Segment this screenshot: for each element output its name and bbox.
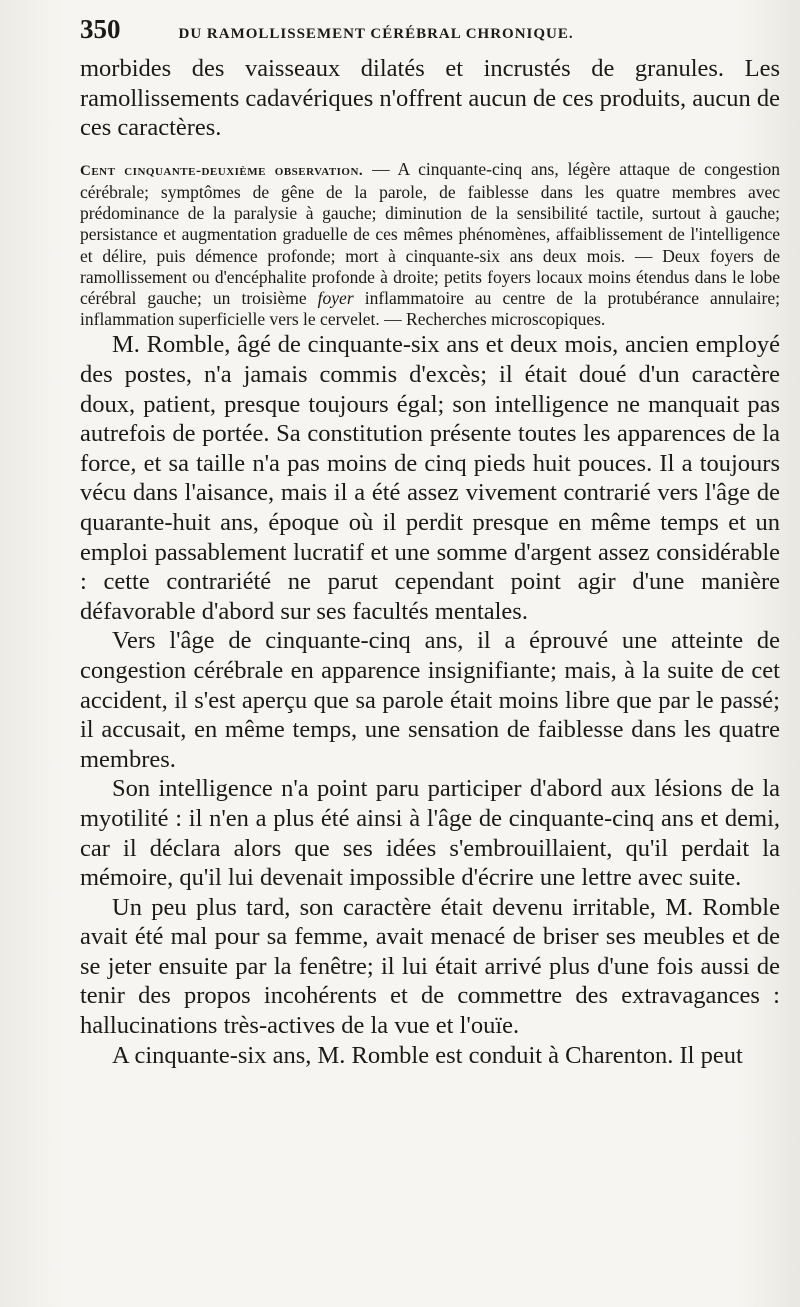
paragraph-2: Vers l'âge de cinquante-cinq ans, il a éprouvé une atteinte de congestion cérébrale en apparence insignifiante; mais, à la suite de cet accident, il s'est aperçu que sa parole était moins libre que par le passé; il accusait, en même temps, une sensation de faiblesse dans les quatre membres.	[80, 627, 780, 773]
paragraph-5: A cinquante-six ans, M. Romble est conduit à Charenton. Il peut	[112, 1041, 743, 1069]
observation-title: Cent cinquante-deuxième observation.	[80, 162, 364, 179]
page-number: 350	[80, 14, 121, 44]
observation-text-2: inflammatoire au centre de la protubérance annulaire; inflammation superficielle vers le cervelet. — Recherches microscopiques.	[80, 288, 780, 330]
paragraph-1: M. Romble, âgé de cinquante-six ans et deux mois, ancien employé des postes, n'a jamais commis d'excès; il était doué d'un caractère doux, patient, presque toujours égal; son intelligence ne manquait pas autrefois de portée. Sa constitution présente toutes les apparences de la force, et sa taille n'a pas moins de cinq pieds huit pouces. Il a toujours vécu dans l'aisance, mais il a été assez vivement contrarié vers l'âge de quarante-huit ans, époque où il perdit presque en même temps et un emploi passablement lucratif et une somme d'argent assez considérable : cette contrariété ne parut cependant point agir d'une manière défavorable d'abord sur ses facultés mentales.	[80, 331, 780, 625]
observation-summary	[80, 159, 780, 331]
paragraph-continuation: morbides des vaisseaux dilatés et incrustés de granules. Les ramollissements cadavériques n'offrent aucun de ces produits, aucun de ces caractères.	[80, 55, 780, 142]
page-header	[80, 14, 780, 54]
observation-italic: foyer	[317, 288, 354, 308]
observation-text-1: — A cinquante-cinq ans, légère attaque de congestion cérébrale; symptômes de gêne de la parole, de faiblesse dans les quatre membres avec prédominance de la paralysie à gauche; diminution de la sensibilité tactile, surtout à gauche; persistance et augmentation graduelle de ces mêmes phénomènes, affaiblissement de l'intelligence et délire, puis démence profonde; mort à cinquante-six ans deux mois. — Deux foyers de ramollissement ou d'encéphalite profonde à droite; petits foyers locaux moins étendus dans le lobe cérébral gauche; un troisième	[80, 158, 780, 308]
paragraph-4: Un peu plus tard, son caractère était devenu irritable, M. Romble avait été mal pour sa femme, avait menacé de briser ses meubles et de se jeter ensuite par la fenêtre; il lui était arrivé plus d'une fois aussi de tenir des propos incohérents et de commettre des extravagances : hallucinations très-actives de la vue et l'ouïe.	[80, 893, 780, 1040]
running-head: DU RAMOLLISSEMENT CÉRÉBRAL CHRONIQUE.	[178, 26, 574, 42]
body-text	[80, 54, 780, 1070]
paragraph-3: Son intelligence n'a point paru participer d'abord aux lésions de la myotilité : il n'en a plus été ainsi à l'âge de cinquante-cinq ans et demi, car il déclara alors que ses idées s'embrouillaient, qu'il perdait la mémoire, qu'il lui devenait impossible d'écrire une lettre avec suite.	[80, 775, 780, 892]
